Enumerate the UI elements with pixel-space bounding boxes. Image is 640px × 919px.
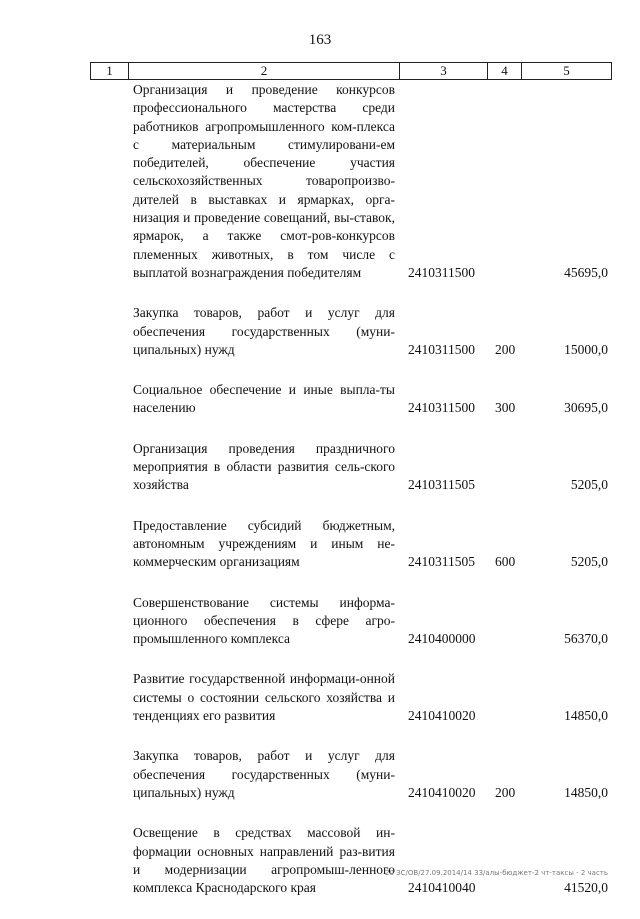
row-description: Закупка товаров, работ и услуг для обеспечения государственных (муни-ципальных) нужд <box>133 305 395 357</box>
table-row <box>0 670 640 725</box>
row-expense-type: 200 <box>495 784 516 800</box>
row-code: 2410410040 <box>408 880 476 896</box>
row-description: Предоставление субсидий бюджетным, автономным учреждениям и иным не-коммерческим организациям <box>133 517 395 570</box>
column-header-row <box>90 62 612 80</box>
budget-table-body <box>0 81 640 919</box>
row-code: 2410400000 <box>408 631 476 647</box>
row-amount: 45695,0 <box>564 264 608 280</box>
row-code: 2410311500 <box>408 341 475 357</box>
row-amount: 41520,0 <box>564 880 608 896</box>
column-header-3: 3 <box>400 63 488 79</box>
table-row <box>0 381 640 418</box>
table-row <box>0 517 640 572</box>
row-expense-type: 300 <box>495 400 516 416</box>
row-amount: 30695,0 <box>564 400 608 416</box>
table-row <box>0 747 640 802</box>
row-amount: 15000,0 <box>564 341 608 357</box>
row-code: 2410311505 <box>408 477 475 493</box>
row-amount: 5205,0 <box>570 477 608 493</box>
row-amount: 56370,0 <box>564 631 608 647</box>
row-code: 2410311505 <box>408 554 475 570</box>
row-description: Социальное обеспечение и иные выпла-ты населению <box>133 382 395 416</box>
row-description: Организация проведения праздничного мероприятия в области развития сель-ского хозяйства <box>133 440 395 493</box>
page-number: 163 <box>308 32 332 48</box>
footer-note: 20 ЗС/ОВ/27.09.2014/14 33/алы-бюджет-2 чт-таксы - 2 часть <box>385 869 608 877</box>
row-code: 2410410020 <box>408 708 476 724</box>
row-description: Освещение в средствах массовой ин-формации основных направлений раз-вития и модернизации агропромыш-ленного комплекса Краснодарского края <box>133 825 395 896</box>
row-amount: 14850,0 <box>564 784 608 800</box>
row-code: 2410410020 <box>408 784 476 800</box>
row-expense-type: 200 <box>495 341 516 357</box>
row-description: Развитие государственной информаци-онной системы о состоянии сельского хозяйства и тенденциях его развития <box>133 671 395 724</box>
row-code: 2410311500 <box>408 264 475 280</box>
column-header-4: 4 <box>488 63 522 79</box>
column-header-2: 2 <box>129 63 400 79</box>
row-description: Закупка товаров, работ и услуг для обеспечения государственных (муни-ципальных) нужд <box>133 748 395 800</box>
table-row <box>0 594 640 649</box>
column-header-1: 1 <box>91 63 129 79</box>
row-amount: 14850,0 <box>564 708 608 724</box>
table-row <box>0 304 640 359</box>
row-code: 2410311500 <box>408 400 475 416</box>
table-row <box>0 824 640 897</box>
column-header-5: 5 <box>563 63 570 78</box>
row-amount: 5205,0 <box>570 554 608 570</box>
table-row <box>0 440 640 495</box>
row-description: Организация и проведение конкурсов профессионального мастерства среди работников агропромышленного ком-плекса с материальным стимулировани-ем победителей, обеспечение участия сельскохозяйственных товаропроизво-дителей в выставках и ярмарках, орга-низация и проведение совещаний, вы-ставок, ярмарок, а также смот-ров-конкурсов племенных животных, в том числе с выплатой вознаграждения победителям <box>133 82 395 280</box>
row-expense-type: 600 <box>495 554 516 570</box>
table-row <box>0 81 640 282</box>
row-description: Совершенствование системы информа-ционного обеспечения в сфере агро-промышленного комплекса <box>133 594 395 647</box>
